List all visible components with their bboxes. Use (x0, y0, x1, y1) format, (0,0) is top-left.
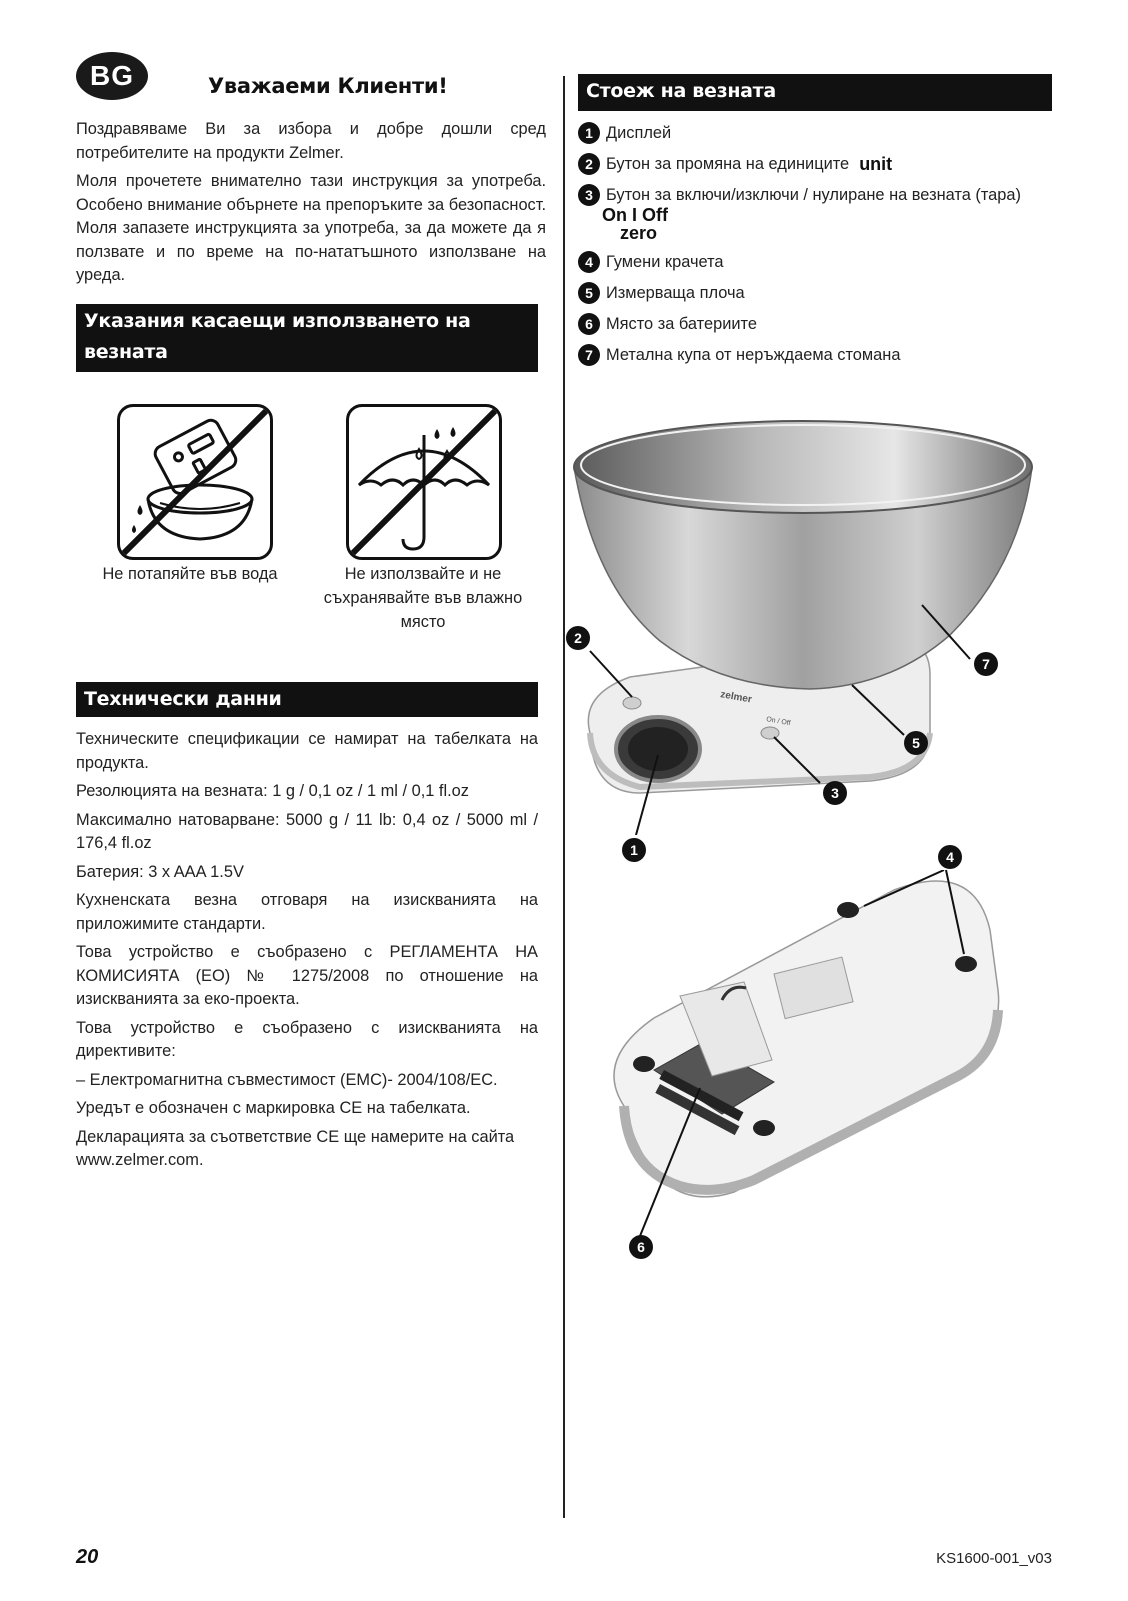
zero-label: zero (620, 223, 658, 243)
callout-6: 6 (629, 1235, 653, 1259)
greeting-title: Уважаеми Клиенти! (208, 74, 448, 98)
callout-3: 3 (823, 781, 847, 805)
callout-7: 7 (974, 652, 998, 676)
part-label: Бутон за включи/изключи / нулиране на везната (тара) (606, 186, 1021, 204)
scale-with-bowl-illustration (570, 415, 1040, 835)
left-column (76, 118, 546, 293)
list-item (578, 121, 1052, 145)
language-badge: BG (76, 52, 148, 100)
onoff-label: On I Off (602, 205, 668, 225)
tech-paragraph: Резолюцията на везната: 1 g / 0,1 oz / 1 ml / 0,1 fl.oz (76, 782, 469, 800)
part-number: 1 (578, 122, 600, 144)
part-number: 2 (578, 153, 600, 175)
part-number: 4 (578, 251, 600, 273)
callout-4: 4 (938, 845, 962, 869)
scale-bottom-illustration (594, 870, 1014, 1250)
column-divider (563, 76, 565, 1518)
tech-paragraph: Уредът е обозначен с маркировка СЕ на табелката. (76, 1099, 471, 1117)
part-label: Измерваща плоча (606, 284, 745, 302)
callout-1: 1 (622, 838, 646, 862)
tech-section-title: Технически данни (76, 682, 538, 717)
callout-2: 2 (566, 626, 590, 650)
list-item (578, 152, 1052, 176)
tech-paragraph: Техническите спецификации се намират на табелката на продукта. (76, 730, 538, 772)
document-code: KS1600-001_v03 (936, 1550, 1052, 1567)
list-item (578, 250, 1052, 274)
no-immerse-caption: Не потапяйте във вода (102, 565, 278, 583)
tech-paragraph: – Електромагнитна съвместимост (ЕМС)- 2004/108/ЕС. (76, 1070, 498, 1089)
tech-paragraph: Това устройство е съобразено с изискванията на директивите: (76, 1018, 538, 1060)
part-number: 3 (578, 184, 600, 206)
list-item (578, 183, 1052, 207)
usage-section-title: Указания касаещи използването на везната (76, 304, 538, 372)
part-number: 6 (578, 313, 600, 335)
part-label: Метална купа от неръждаема стомана (606, 346, 901, 364)
list-item (578, 343, 1052, 367)
page-number: 20 (76, 1546, 99, 1568)
onoff-print-text: On / Off (765, 716, 791, 728)
onoff-zero-label (602, 206, 1052, 242)
list-item (578, 281, 1052, 305)
tech-paragraph: Кухненската везна отговаря на изискванията на приложимите стандарти. (76, 891, 538, 933)
brand-logo-text: zelmer (719, 689, 753, 706)
no-moisture-caption: Не използвайте и не съхранявайте във влажно място (323, 565, 523, 631)
part-label: Бутон за промяна на единиците (606, 155, 850, 173)
parts-section-title: Стоеж на везната (578, 74, 1052, 111)
tech-paragraph: Максимално натоварване: 5000 g / 11 lb: 0,4 oz / 5000 ml / 176,4 fl.oz (76, 810, 538, 852)
callout-5: 5 (904, 731, 928, 755)
unit-button-label: unit (859, 154, 893, 174)
part-label: Място за батериите (606, 315, 757, 333)
tech-paragraph: Батерия: 3 x AAA 1.5V (76, 862, 244, 881)
intro-paragraph-1: Поздравяваме Ви за избора и добре дошли сред потребителите на продукти Zelmer. (76, 120, 546, 162)
list-item (578, 206, 1052, 242)
part-label: Дисплей (606, 124, 672, 142)
part-number: 7 (578, 344, 600, 366)
part-label: Гумени крачета (606, 253, 724, 271)
tech-paragraph: Това устройство е съобразено с РЕГЛАМЕНТА НА КОМИСИЯТА (ЕО) № 1275/2008 по отношение на изискванията за еко-проекта. (76, 943, 538, 1008)
tech-paragraphs (76, 728, 538, 1178)
no-immerse-icon (117, 404, 273, 560)
no-moisture-icon (346, 404, 502, 560)
tech-paragraph: Декларацията за съответствие СЕ ще намерите на сайта www.zelmer.com. (76, 1127, 515, 1169)
right-column (578, 74, 1052, 374)
parts-list (578, 121, 1052, 367)
intro-paragraph-2: Моля прочетете внимателно тази инструкция за употреба. Особено внимание обърнете на препоръките за безопасност. Моля запазете инструкцията за употреба, за да можете да я ползвате и по време на по-нататъшното използване на уреда. (76, 172, 546, 284)
list-item (578, 312, 1052, 336)
part-number: 5 (578, 282, 600, 304)
